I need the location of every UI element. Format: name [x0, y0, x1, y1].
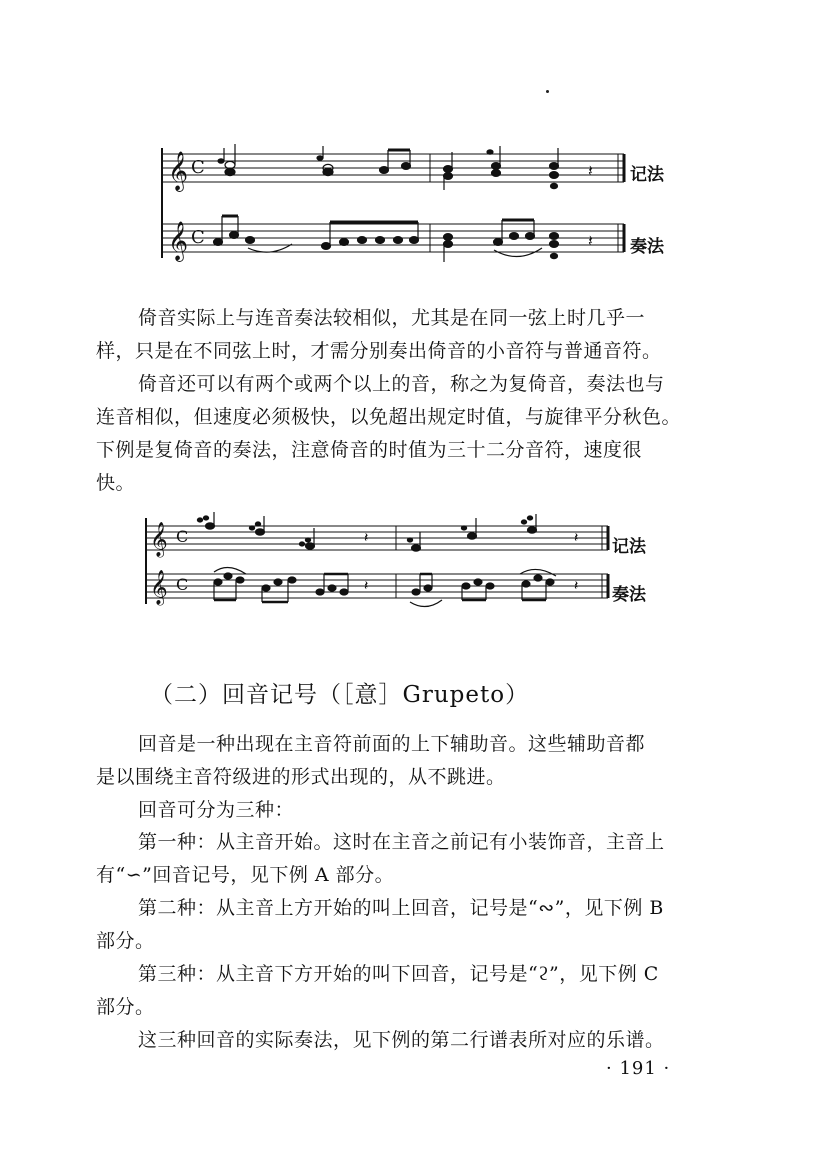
- music-example-ornament-single: [158, 140, 628, 270]
- treble-clef-icon: 𝄞: [168, 221, 189, 261]
- music-example-compound-ornament: [142, 512, 610, 608]
- score-example-1: [158, 140, 628, 270]
- treble-clef-icon: 𝄞: [150, 570, 168, 605]
- label-notation: 记法: [612, 537, 646, 557]
- svg-text:𝄽: 𝄽: [364, 578, 369, 594]
- label-notation: 记法: [630, 165, 664, 185]
- time-signature: C: [191, 157, 205, 178]
- svg-text:𝄽: 𝄽: [588, 161, 593, 180]
- section-heading: （二）回音记号（［意］Grupeto）: [150, 682, 530, 708]
- time-signature: C: [176, 527, 189, 546]
- paragraph-type-three: 第三种：从主音下方开始的叫下回音，记号是“ϩ”，见下例 C 部分。: [96, 963, 659, 1018]
- print-speck: [546, 90, 549, 93]
- paragraph-turn-types: 回音可分为三种：: [138, 799, 295, 821]
- paragraph-type-two: 第二种：从主音上方开始的叫上回音，记号是“∾”，见下例 B 部分。: [96, 897, 664, 952]
- score-example-2: [142, 512, 610, 608]
- notes-notation: [218, 144, 593, 190]
- svg-text:𝄽: 𝄽: [364, 530, 369, 546]
- treble-clef-icon: 𝄞: [168, 151, 189, 191]
- label-performance: 奏法: [612, 585, 646, 605]
- time-signature: C: [191, 227, 205, 248]
- svg-text:𝄽: 𝄽: [574, 530, 579, 546]
- svg-text:𝄽: 𝄽: [588, 231, 593, 250]
- treble-clef-icon: 𝄞: [150, 522, 168, 557]
- paragraph-turn-performance: 这三种回音的实际奏法，见下例的第二行谱表所对应的乐谱。: [138, 1029, 665, 1051]
- paragraph-turn-definition: 回音是一种出现在主音符前面的上下辅助音。这些辅助音都 是以围绕主音符级进的形式出现的，从不跳进。: [96, 733, 646, 788]
- paragraph-appoggiatura-intro: 倚音实际上与连音奏法较相似，尤其是在同一弦上时几乎一 样，只是在不同弦上时，才需分别奏出倚音的小音符与普通音符。: [96, 307, 662, 362]
- time-signature: C: [176, 575, 189, 594]
- paragraph-type-one: 第一种：从主音开始。这时在主音之前记有小装饰音，主音上 有“∽”回音记号，见下例 A 部分。: [96, 831, 665, 886]
- svg-text:𝄽: 𝄽: [574, 578, 579, 594]
- staff-notation: [146, 526, 608, 550]
- page-number: · 191 ·: [606, 1058, 671, 1079]
- paragraph-compound-appoggiatura: 倚音还可以有两个或两个以上的音，称之为复倚音，奏法也与 连音相似，但速度必须极快，以免超出规定时值，与旋律平分秋色。 下例是复倚音的奏法，注意倚音的时值为三十二分音符，速度很 快。: [96, 373, 682, 494]
- label-performance: 奏法: [630, 237, 664, 257]
- notes-performance: [214, 216, 594, 262]
